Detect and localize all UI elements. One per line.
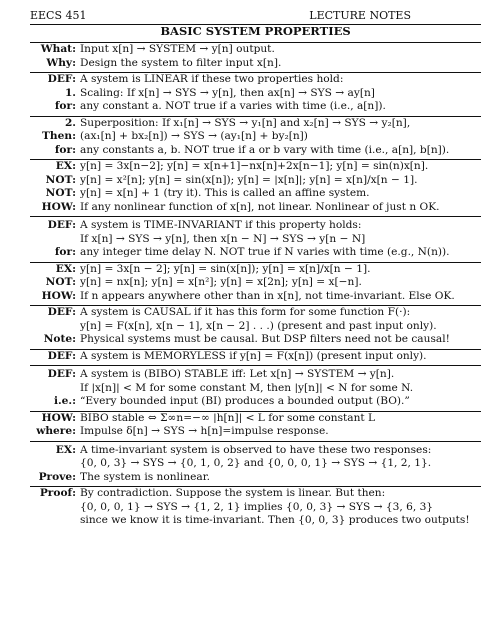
line-label: DEF: <box>47 73 76 85</box>
divider <box>30 216 481 217</box>
line-label: HOW: <box>41 289 76 302</box>
text-line <box>30 502 481 516</box>
text-line <box>30 472 481 486</box>
text-line <box>30 88 481 102</box>
line-label: for: <box>54 246 76 258</box>
line-text: A time-invariant system is observed to have these two responses: <box>80 444 432 456</box>
line-label: Note: <box>43 333 76 345</box>
page-title: BASIC SYSTEM PROPERTIES <box>160 24 351 38</box>
text-line <box>30 413 481 427</box>
text-line <box>30 74 481 88</box>
line-text: A system is MEMORYLESS if y[n] = F(x[n]) (present input only). <box>80 350 427 362</box>
line-label: What: <box>40 43 76 55</box>
line-label: for: <box>54 143 76 156</box>
divider <box>30 365 481 366</box>
line-text: y[n] = nx[n]; y[n] = x[n²]; y[n] = x[2n]; y[n] = x[−n]. <box>80 277 362 288</box>
text-line <box>30 175 481 189</box>
line-text: any integer time delay N. NOT true if N varies with time (e.g., N(n)). <box>80 247 450 258</box>
line-label: EX: <box>55 160 76 172</box>
line-text: If x[n] → SYS → y[n], then x[n − N] → SYS → y[n − N] <box>80 233 366 245</box>
line-label: DEF: <box>47 306 76 318</box>
line-text: any constants a, b. NOT true if a or b vary with time (i.e., a[n], b[n]). <box>80 144 450 156</box>
text-line <box>30 234 481 248</box>
line-text: A system is LINEAR if these two properties hold: <box>80 74 344 85</box>
section-bibo-how <box>30 413 481 440</box>
text-line <box>30 161 481 175</box>
text-line <box>30 458 481 472</box>
text-line <box>30 145 481 159</box>
text-line <box>30 247 481 261</box>
line-text: {0, 0, 0, 1} → SYS → {1, 2, 1} implies {0, 0, 3} → SYS → {3, 6, 3} <box>80 501 434 513</box>
line-label: DEF: <box>47 219 76 231</box>
line-label: HOW: <box>41 411 76 424</box>
line-label: NOT: <box>45 187 76 199</box>
line-text: y[n] = F(x[n], x[n − 1], x[n − 2] . . .) (present and past input only). <box>80 320 437 332</box>
line-label: where: <box>36 425 76 437</box>
text-line <box>30 515 481 529</box>
line-text: Impulse δ[n] → SYS → h[n]=impulse response. <box>80 426 329 437</box>
notes-label: LECTURE NOTES <box>309 9 411 22</box>
line-text: If n appears anywhere other than in x[n], not time-invariant. Else OK. <box>80 290 455 302</box>
line-text: A system is TIME-INVARIANT if this property holds: <box>80 220 362 231</box>
line-label: NOT: <box>45 276 76 288</box>
divider <box>30 411 481 412</box>
text-line <box>30 334 481 348</box>
line-label: 2. <box>64 116 76 129</box>
section-causal <box>30 307 481 348</box>
text-line <box>30 445 481 459</box>
line-text: By contradiction. Suppose the system is linear. But then: <box>80 488 386 499</box>
section-proof <box>30 488 481 529</box>
section-example <box>30 445 481 486</box>
line-text: Scaling: If x[n] → SYS → y[n], then ax[n] → SYS → ay[n] <box>80 87 375 99</box>
text-line <box>30 396 481 410</box>
text-line <box>30 264 481 278</box>
line-text: y[n] = x[n] + 1 (try it). This is called an affine system. <box>80 188 370 199</box>
line-label: for: <box>54 100 76 112</box>
line-text: If any nonlinear function of x[n], not linear. Nonlinear of just n OK. <box>80 201 440 213</box>
divider <box>30 116 481 117</box>
line-label: 1. <box>64 86 76 99</box>
divider <box>30 305 481 306</box>
line-label: EX: <box>55 262 76 275</box>
line-text: Design the system to filter input x[n]. <box>80 57 282 69</box>
text-line <box>30 188 481 202</box>
text-line <box>30 277 481 291</box>
divider <box>30 72 481 73</box>
line-text: since we know it is time-invariant. Then {0, 0, 3} produces two outputs! <box>80 515 470 526</box>
section-intro <box>30 44 481 71</box>
line-text: A system is (BIBO) STABLE iff: Let x[n] → SYSTEM → y[n]. <box>80 369 395 380</box>
text-line <box>30 118 481 132</box>
text-line <box>30 383 481 397</box>
line-label: DEF: <box>47 349 76 362</box>
divider <box>30 42 481 43</box>
text-line <box>30 307 481 321</box>
divider <box>30 441 481 442</box>
section-linear <box>30 74 481 215</box>
text-line <box>30 369 481 383</box>
line-label: Then: <box>42 130 76 142</box>
line-text: y[n] = x²[n]; y[n] = sin(x[n]); y[n] = |x[n]|; y[n] = x[n]/x[n − 1]. <box>80 174 418 186</box>
section-bibo <box>30 369 481 410</box>
text-line <box>30 351 481 365</box>
line-label: Prove: <box>38 470 76 483</box>
divider <box>30 159 481 160</box>
text-line <box>30 426 481 440</box>
line-text: y[n] = 3x[n − 2]; y[n] = sin(x[n]); y[n] = x[n]/x[n − 1]. <box>80 263 371 275</box>
text-line <box>30 101 481 115</box>
line-text: Input x[n] → SYSTEM → y[n] output. <box>80 44 275 55</box>
line-label: NOT: <box>45 173 76 186</box>
line-text: A system is CAUSAL if it has this form for some function F(·): <box>80 307 411 318</box>
line-text: If |x[n]| < M for some constant M, then |y[n]| < N for some N. <box>80 382 414 394</box>
text-line <box>30 131 481 145</box>
section-memoryless <box>30 351 481 365</box>
line-text: The system is nonlinear. <box>80 471 210 483</box>
divider <box>30 486 481 487</box>
divider <box>30 349 481 350</box>
line-text: BIBO stable ⇔ Σ∞n=−∞ |h[n]| < L for some constant L <box>80 412 376 424</box>
line-label: EX: <box>55 443 76 456</box>
text-line <box>30 488 481 502</box>
line-label: i.e.: <box>53 395 76 407</box>
section-time-invariant <box>30 220 481 304</box>
text-line <box>30 291 481 305</box>
line-text: y[n] = 3x[n−2]; y[n] = x[n+1]−nx[n]+2x[n−1]; y[n] = sin(n)x[n]. <box>80 161 429 172</box>
text-line <box>30 220 481 234</box>
page-header <box>30 10 481 23</box>
course-code: EECS 451 <box>30 9 87 22</box>
text-line <box>30 202 481 216</box>
line-label: DEF: <box>47 368 76 380</box>
text-line <box>30 58 481 72</box>
line-label: HOW: <box>41 200 76 213</box>
divider <box>30 262 481 263</box>
line-text: Physical systems must be causal. But DSP filters need not be causal! <box>80 334 450 345</box>
line-text: {0, 0, 3} → SYS → {0, 1, 0, 2} and {0, 0, 0, 1} → SYS → {1, 2, 1}. <box>80 458 432 469</box>
line-text: “Every bounded input (BI) produces a bounded output (BO).” <box>80 396 410 407</box>
line-text: any constant a. NOT true if a varies with time (i.e., a[n]). <box>80 101 386 112</box>
line-text: (ax₁[n] + bx₂[n]) → SYS → (ay₁[n] + by₂[n]) <box>80 131 308 142</box>
line-label: Proof: <box>39 487 76 499</box>
line-text: Superposition: If x₁[n] → SYS → y₁[n] and x₂[n] → SYS → y₂[n], <box>80 117 411 129</box>
text-line <box>30 321 481 335</box>
text-line <box>30 44 481 58</box>
line-label: Why: <box>46 56 76 69</box>
